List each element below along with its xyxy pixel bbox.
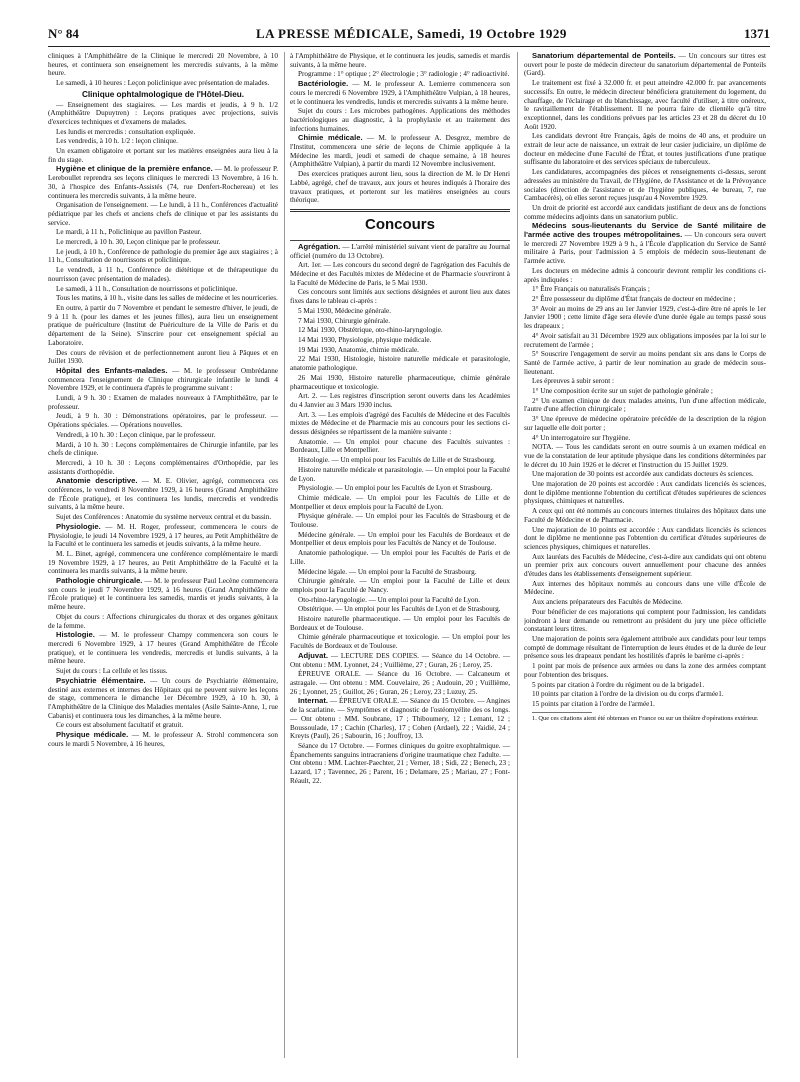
paragraph: — M. le professeur P. Lereboullet reprendra ses leçons cliniques le mercredi 13 Novembre, à 16 h. 30, à l'hospice des Enfants-Assistés (74, rue Denfert-Rochereau) et les continuera les mercredis suivants, à la même heure.: [48, 165, 278, 200]
section-heading: Bactériologie.: [298, 79, 349, 89]
page-number: 1371: [744, 26, 770, 41]
issue-number: N° 84: [48, 26, 79, 41]
section-heading: Psychiatrie élémentaire.: [56, 675, 146, 685]
paragraph: — M. E. Olivier, agrégé, commencera ces conférences, le vendredi 8 Novembre 1929, à 16 heures (Grand Amphithéâtre de l'École pratique), et les continuera les lundis, mercredis et vendredis suivants, à la même heure.: [48, 477, 278, 512]
paragraph: Le mardi, à 11 h., Policlinique au pavillon Pasteur.: [56, 228, 202, 237]
section-heading: Physiologie.: [56, 521, 101, 531]
paragraph: — M. le professeur A. Desgrez, membre de l'Institut, commencera une série de leçons de Chimie appliquée à la Médecine les mardi, jeudi et samedi de chaque semaine, à 18 heures (Amphithéâtre Vulpian), à partir du mardi 12 Novembre inclusivement.: [290, 134, 510, 169]
paragraph: 1° Être Français ou naturalisés Français ;: [532, 285, 650, 294]
paragraph: 3° Une épreuve de médecine opératoire précédée de la description de la région sur laquelle elle doit porter ;: [524, 415, 766, 432]
paragraph: Objet du cours : Affections chirurgicales du thorax et des organes génitaux de la femme.: [48, 612, 278, 630]
paragraph: Ces concours sont limités aux sections désignées et auront lieu aux dates fixes dans le tableau ci-après :: [290, 288, 510, 306]
paragraph: Les lundis et mercredis : consultation expliquée.: [56, 127, 196, 136]
paragraph: Jeudi, à 9 h. 30 : Démonstrations opératoires, par le professeur. — Opérations spéciales. — Opérations nouvelles.: [48, 412, 278, 430]
paragraph: Le vendredi, à 11 h., Conférence de diététique et de thérapeutique du nourrisson (avec présentation de malades).: [48, 266, 278, 283]
column-middle: [290, 52, 510, 1058]
column-divider: [284, 52, 285, 1058]
paragraph: Les épreuves à subir seront :: [532, 377, 615, 386]
paragraph: Physique générale. — Un emploi pour les Facultés de Strasbourg et de Toulouse.: [290, 512, 510, 530]
header-rule: [48, 46, 770, 47]
paragraph: Pour bénéficier de ces majorations qui comptent pour l'admission, les candidats joindront à leur demande ou remettront au président du jury une pièce officielle constatant leurs titres.: [524, 607, 766, 634]
paragraph: Médecine légale. — Un emploi pour la Faculté de Strasbourg.: [298, 567, 477, 576]
section-rule: [290, 240, 510, 241]
paragraph: — L'arrêté ministériel suivant vient de paraître au Journal officiel (numéro du 13 Octobre).: [290, 242, 510, 260]
paragraph: — Un concours sera ouvert le mercredi 27 Novembre 1929 à 9 h., à l'École d'application du Service de Santé militaire à Paris, pour l'admission à 5 emplois de médecin sous-lieutenant de l'armée active.: [524, 231, 766, 266]
section-heading: Internat.: [298, 696, 328, 706]
paragraph: — Un cours de Psychiatrie élémentaire, destiné aux externes et internes des Hôpitaux qui ne peuvent suivre les leçons de stage, commencera le dimanche 1er Décembre 1929, à 10 h. 30, à l'Amphithéâtre de la Clinique des Maladies mentales (Asile Sainte-Anne, 1, rue Cabanis) et continuera tous les dimanches, à la même heure.: [48, 676, 278, 720]
column-left: [48, 52, 278, 1058]
section-heading: Physique médicale.: [56, 730, 129, 740]
paragraph: Aux lauréats des Facultés de Médecine, c'est-à-dire aux candidats qui ont obtenu un premier prix aux concours ouvert annuellement pour chacune des années d'études dans les établissements d'enseignement supérieur.: [524, 552, 766, 579]
paragraph: — M. le professeur Champy commencera son cours le mercredi 6 Novembre 1929, à 17 heures (Grand Amphithéâtre de l'École pratique), et le continuera les vendredis, mercredis et lundis suivants, à la même heure.: [48, 631, 278, 666]
page-header: [48, 26, 770, 44]
paragraph: Histologie. — Un emploi pour les Facultés de Lille et de Strasbourg.: [298, 456, 496, 465]
paragraph: 4° Un interrogatoire sur l'hygiène.: [532, 433, 631, 442]
concours-title: Concours: [364, 215, 435, 233]
paragraph: Les candidatures, accompagnées des pièces et renseignements ci-dessus, seront adressées au ministère du Travail, de l'Hygiène, de l'Assistance et de la Prévoyance sociales (direction de l'assistance et de l'hygiène publiques, 4e bureau, 7, rue Cambacérès), où elles seront reçues jusqu'au 4 Novembre 1929.: [524, 168, 766, 203]
paragraph: 15 points par citation à l'ordre de l'armée1.: [532, 699, 655, 708]
paragraph: cliniques à l'Amphithéâtre de la Clinique le mercredi 20 Novembre, à 10 heures, et continuera son enseignement les mercredis suivants, à la même heure.: [48, 52, 278, 78]
paragraph: Chimie médicale. — Un emploi pour les Facultés de Lille et de Montpellier et deux emplois pour la Faculté de Lyon.: [290, 493, 510, 511]
paragraph: Aux internes des hôpitaux nommés au concours dans une ville d'École de Médecine.: [524, 579, 766, 597]
paragraph: Le traitement est fixé à 32.000 fr. et peut atteindre 42.000 fr. par avancements successifs. En outre, le médecin directeur bénéficiera gratuitement du logement, du chauffage, de l'éclairage et du blanchissage, avec faculté d'utiliser, à titre onéreux, le ravitaillement de l'établissement. Il ne pourra faire de clientèle qu'à titre exceptionnel, dans les conditions prévues par les articles 23 et 28 du décret du 10 Août 1920.: [524, 79, 766, 131]
paragraph: Aux anciens préparateurs des Facultés de Médecine.: [532, 598, 683, 607]
paragraph: Programme : 1° optique ; 2° électrologie ; 3° radiologie ; 4° radioactivité.: [298, 70, 510, 79]
paragraph: — ÉPREUVE ORALE. — Séance du 15 Octobre. — Angines de la scarlatine. — Symptômes et diagnostic de l'ostéomyélite des os longs. — Ont obtenu : MM. Soubrane, 17 ; Thiboumery, 12 ; Lemant, 12 ; Boussoulade, 17 ; Cachin (Charles), 17 ; Cohen (Ardael), 22 ; Vaidié, 24 ; Kreyts (Paul), 26 ; Sabourin, 16 ; Jouffroy, 13.: [290, 697, 510, 741]
section-heading: Hygiène et clinique de la première enfance.: [56, 164, 213, 174]
paragraph: Histoire naturelle pharmaceutique. — Un emploi pour les Facultés de Bordeaux et de Toulouse.: [290, 615, 510, 632]
paragraph: 26 Mai 1930, Histoire naturelle pharmaceutique, chimie générale pharmaceutique et toxicologie.: [290, 373, 510, 391]
footnote-rule: [532, 712, 592, 713]
section-heading: Pathologie chirurgicale.: [56, 576, 143, 586]
paragraph: Physiologie. — Un emploi pour les Facultés de Lyon et Strasbourg.: [298, 484, 493, 493]
paragraph: Mercredi, à 10 h. 30 : Leçons complémentaires d'Orthopédie, par les assistants d'orthopédie.: [48, 458, 278, 476]
column-right: [524, 52, 766, 1058]
paragraph: — M. H. Roger, professeur, commencera le cours de Physiologie, le jeudi 14 Novembre 1929, à 17 heures, au Petit Amphithéâtre de la Faculté et le continuera les samedis et jeudis suivants, à la même heure.: [48, 522, 278, 549]
section-heading: Clinique ophtalmologique de l'Hôtel-Dieu.: [81, 89, 245, 99]
section-heading: Sanatorium départemental de Ponteils.: [532, 52, 676, 60]
column-divider: [517, 52, 518, 1058]
paragraph: Art. 2. — Les registres d'inscription seront ouverts dans les Académies du 4 Janvier au 3 Mars 1930 inclus.: [290, 392, 510, 409]
paragraph: Histoire naturelle médicale et parasitologie. — Un emploi pour la Faculté de Lyon.: [290, 465, 510, 483]
paragraph: Les docteurs en médecine admis à concourir devront remplir les conditions ci-après indiquées :: [524, 266, 766, 284]
section-heading: Chimie médicale.: [298, 133, 363, 143]
paragraph: Le samedi, à 10 heures : Leçon policlinique avec présentation de malades.: [56, 79, 270, 88]
paragraph: ÉPREUVE ORALE. — Séance du 16 Octobre. — Calcaneum et astragale. — Ont obtenu : MM. Couvelaire, 26 ; Audouin, 20 ; Vuillième, 26 ; Lyonnet, 25 ; Guillot, 26 ; Guran, 26 ; Leroy, 23 ; Luzuy, 25.: [290, 670, 510, 696]
paragraph: Obstétrique. — Un emploi pour les Facultés de Lyon et de Strasbourg.: [298, 605, 501, 614]
section-rule: [290, 209, 510, 212]
paragraph: Sujet des Conférences : Anatomie du système nerveux central et du bassin.: [56, 513, 272, 522]
paragraph: 22 Mai 1930, Histologie, histoire naturelle médicale et parasitologie, anatomie pathologique.: [290, 355, 510, 373]
section-heading: Adjuvat.: [298, 650, 328, 660]
section-heading: Agrégation.: [298, 241, 341, 251]
paragraph: Ce cours est absolument facultatif et gratuit.: [56, 721, 184, 730]
paragraph: à l'Amphithéâtre de Physique, et le continuera les jeudis, samedis et mardis suivants, à la même heure.: [290, 52, 510, 69]
paragraph: Sujet du cours : Les microbes pathogènes. Applications des méthodes bactériologiques au diagnostic, à la prophylaxie et au traitement des infections humaines.: [290, 107, 510, 133]
paragraph: Une majoration de 10 points est accordée : Aux candidats licenciés ès sciences dont le diplôme ne mentionne pas l'obtention du certificat d'études supérieures de sciences physiques, chimiques et naturelles.: [524, 525, 766, 551]
paragraph: 3° Avoir au moins de 29 ans au 1er Janvier 1929, c'est-à-dire être né après le 1er Janvier 1900 ; cette limite d'âge sera élevée d'une durée égale au temps passé sous les drapeaux ;: [524, 304, 766, 331]
paragraph: Chirurgie générale. — Un emploi pour la Faculté de Lille et deux emplois pour la Faculté de Nancy.: [290, 577, 510, 594]
paragraph: — LECTURE DES COPIES. — Séance du 14 Octobre. — Ont obtenu : MM. Lyonnet, 24 ; Vuillième, 27 ; Guran, 26 ; Leroy, 25.: [290, 651, 510, 669]
paragraph: Vendredi, à 10 h. 30 : Leçon clinique, par le professeur.: [56, 430, 216, 439]
paragraph: 1 point par mois de présence aux armées ou dans la zone des armées comptant pour l'obtention des brisques.: [524, 662, 766, 679]
paragraph: Des cours de révision et de perfectionnement auront lieu à Pâques et en Juillet 1930.: [48, 348, 278, 366]
paragraph: Mardi, à 10 h. 30 : Leçons complémentaires de Chirurgie infantile, par les chefs de clinique.: [48, 440, 278, 458]
section-heading: Anatomie descriptive.: [56, 476, 138, 486]
section-heading: Médecins sous-lieutenants du Service de Santé militaire de l'armée active des troupes métropolitaines.: [524, 221, 766, 240]
paragraph: Le samedi, à 11 h., Consultation de nourrissons et policlinique.: [56, 284, 238, 293]
paragraph: Chimie générale pharmaceutique et toxicologie. — Un emploi pour les Facultés de Bordeaux et de Toulouse.: [290, 633, 510, 651]
paragraph: Organisation de l'enseignement. — Le lundi, à 11 h., Conférences d'actualité pédiatrique par les chefs et anciens chefs de clinique et par les assistants du service.: [48, 201, 278, 227]
paragraph: Art. 1er. — Les concours du second degré de l'agrégation des Facultés de Médecine et des Facultés mixtes de Médecine et de Pharmacie s'ouvriront à la Faculté de Médecine de Paris, le 5 Mai 1930.: [290, 261, 510, 287]
paragraph: 14 Mai 1930, Physiologie, physique médicale.: [298, 335, 432, 344]
paragraph: 5° Souscrire l'engagement de servir au moins pendant six ans dans le Corps de Santé de l'armée active, à partir de leur nomination au grade de médecin sous-lieutenant.: [524, 350, 766, 376]
paragraph: 10 points par citation à l'ordre de la division ou du corps d'armée1.: [532, 690, 724, 699]
paragraph: Une majoration de 20 points est accordée : Aux candidats licenciés ès sciences, dont le diplôme mentionne l'obtention du certificat d'études supérieures de sciences physiques, chimiques et naturelles.: [524, 480, 766, 506]
paragraph: Les vendredis, à 10 h. 1/2 : leçon clinique.: [56, 137, 178, 146]
paragraph: 5 Mai 1930, Médecine générale.: [298, 306, 392, 315]
footnote: 1. Que ces citations aient été obtenues en France ou sur un théâtre d'opérations extérieur.: [532, 714, 759, 722]
paragraph: 12 Mai 1930, Obstétrique, oto-rhino-laryngologie.: [298, 326, 443, 335]
section-heading: Histologie.: [56, 630, 95, 640]
section-heading: Hôpital des Enfants-malades.: [56, 365, 168, 375]
paragraph: 1° Une composition écrite sur un sujet de pathologie générale ;: [532, 387, 713, 396]
paragraph: M. L. Binet, agrégé, commencera une conférence complémentaire le mardi 19 Novembre 1929, à 17 heures, au Petit Amphithéâtre de la Faculté et la continuera les mardis suivants, à la même heure.: [48, 549, 278, 576]
paragraph: — M. le professeur Paul Lecène commencera son cours le jeudi 7 Novembre 1929, à 16 heures (Grand Amphithéâtre de l'École pratique) et le continuera les samedis, mardis et jeudis suivants, à la même heure.: [48, 577, 278, 612]
paragraph: Une majoration de 30 points est accordée aux candidats docteurs ès sciences.: [532, 470, 754, 479]
paragraph: 19 Mai 1930, Anatomie, chimie médicale.: [298, 345, 419, 354]
paragraph: Oto-rhino-laryngologie. — Un emploi pour la Faculté de Lyon.: [298, 595, 481, 604]
paragraph: En outre, à partir du 7 Novembre et pendant le semestre d'hiver, le jeudi, de 9 à 11 h. (pour les dames et les jeunes filles), aura lieu un enseignement pratique de puériculture (Institut de Puériculture de la Ville de Paris et du département de la Seine). S'inscrire pour cet enseignement spécial au Laboratoire.: [48, 303, 278, 347]
paragraph: Lundi, à 9 h. 30 : Examen de malades nouveaux à l'Amphithéâtre, par le professeur.: [48, 394, 278, 411]
paragraph: Séance du 17 Octobre. — Formes cliniques du goitre exophtalmique. — Épanchements sanguins intracraniens d'origine traumatique chez l'adulte. — Ont obtenu : MM. Lachter-Paechter, 21 ; Verner, 18 ; Sidi, 22 ; Benech, 23 ; Lazard, 17 ; Tavennec, 26 ; Parent, 16 ; Delamare, 25 ; Mariau, 27 ; Font-Réault, 22.: [290, 741, 510, 785]
paragraph: 5 points par citation à l'ordre du régiment ou de la brigade1.: [532, 680, 705, 689]
paragraph: Art. 3. — Les emplois d'agrégé des Facultés de Médecine et des Facultés mixtes de Médecine et de Pharmacie mis au concours pour les sections ci-dessus désignées se répartissent de la manière suivante :: [290, 410, 510, 437]
paragraph: 2° Un examen clinique de deux malades atteints, l'un d'une affection médicale, l'autre d'une affection chirurgicale ;: [524, 396, 766, 414]
paragraph: — M. le professeur A. Strohl commencera son cours le mardi 5 Novembre, à 16 heures,: [48, 731, 278, 748]
paragraph: Médecine générale. — Un emploi pour les Facultés de Bordeaux et de Montpellier et deux emplois pour les Facultés de Nancy et de Toulouse.: [290, 530, 510, 548]
paragraph: Un droit de priorité est accordé aux candidats justifiant de deux ans de fonctions comme médecins adjoints dans un sanatorium public.: [524, 203, 766, 221]
paragraph: 7 Mai 1930, Chirurgie générale.: [298, 316, 391, 325]
paragraph: Un examen obligatoire et portant sur les matières enseignées aura lieu à la fin du stage.: [48, 147, 278, 164]
masthead-title: LA PRESSE MÉDICALE, Samedi, 19 Octobre 1929: [255, 26, 567, 41]
paragraph: — Un concours sur titres est ouvert pour le poste de médecin directeur du sanatorium départemental de Ponteils (Gard).: [524, 52, 766, 78]
paragraph: Sujet du cours : La cellule et les tissus.: [56, 667, 168, 676]
paragraph: Une majoration de points sera également attribuée aux candidats pour leur temps compté de dommage résultant de l'interruption de leurs études et de la durée de leur présence sous les drapeaux pendant les hostilités d'après le barème ci-après :: [524, 635, 766, 661]
paragraph: Anatomie pathologique. — Un emploi pour les Facultés de Paris et de Lille.: [290, 549, 510, 566]
paragraph: Des exercices pratiques auront lieu, sous la direction de M. le Dr Henri Labbé, agrégé, chef de travaux, aux jours et heures indiqués à l'horaire des travaux pratiques, et porteront sur les matières enseignées au cours théorique.: [290, 170, 510, 205]
paragraph: — M. le professeur A. Lemierre commencera son cours le mercredi 6 Novembre 1929, à l'Amphithéâtre Vulpian, à 18 heures, et le continuera les vendredis, lundis et mercredis suivants à la même heure.: [290, 80, 510, 106]
paragraph: — M. le professeur Ombrédanne commencera l'enseignement de Clinique chirurgicale infantile le lundi 4 Novembre 1929, et le continuera d'après le programme suivant :: [48, 366, 278, 393]
paragraph: Le jeudi, à 10 h., Conférence de pathologie du premier âge aux stagiaires ; à 11 h., Consultation de nourrissons et policlinique.: [48, 247, 278, 265]
paragraph: — Enseignement des stagiaires. — Les mardis et jeudis, à 9 h. 1/2 (Amphithéâtre Dupuytren) : Leçons pratiques avec projections, suivis d'exercices techniques et d'examens de malades.: [48, 100, 278, 126]
paragraph: Anatomie. — Un emploi pour chacune des Facultés suivantes : Bordeaux, Lille et Montpellier.: [290, 437, 510, 455]
paragraph: A ceux qui ont été nommés au concours internes titulaires des hôpitaux dans une Faculté de Médecine et de Pharmacie.: [524, 507, 766, 524]
paragraph: Le mercredi, à 10 h. 30, Leçon clinique par le professeur.: [56, 238, 221, 247]
paragraph: NOTA. — Tous les candidats seront en outre soumis à un examen médical en vue de la constatation de leur aptitude physique dans les conditions déterminées par le décret du 10 Juin 1926 et le décret et l'instruction du 15 Juillet 1929.: [524, 443, 766, 469]
paragraph: 4° Avoir satisfait au 31 Décembre 1929 aux obligations imposées par la loi sur le recrutement de l'armée ;: [524, 331, 766, 349]
paragraph: Les candidats devront être Français, âgés de moins de 40 ans, et produire un extrait de leur acte de naissance, un extrait de leur casier judiciaire, un diplôme de docteur en médecine d'une Faculté de l'État, et toutes justifications d'une pratique suffisante du laboratoire et des services spéciaux de tuberculeux.: [524, 132, 766, 167]
paragraph: Tous les matins, à 10 h., visite dans les salles de médecine et les nourriceries.: [56, 294, 278, 303]
paragraph: 2° Être possesseur du diplôme d'État français de docteur en médecine ;: [532, 294, 736, 303]
